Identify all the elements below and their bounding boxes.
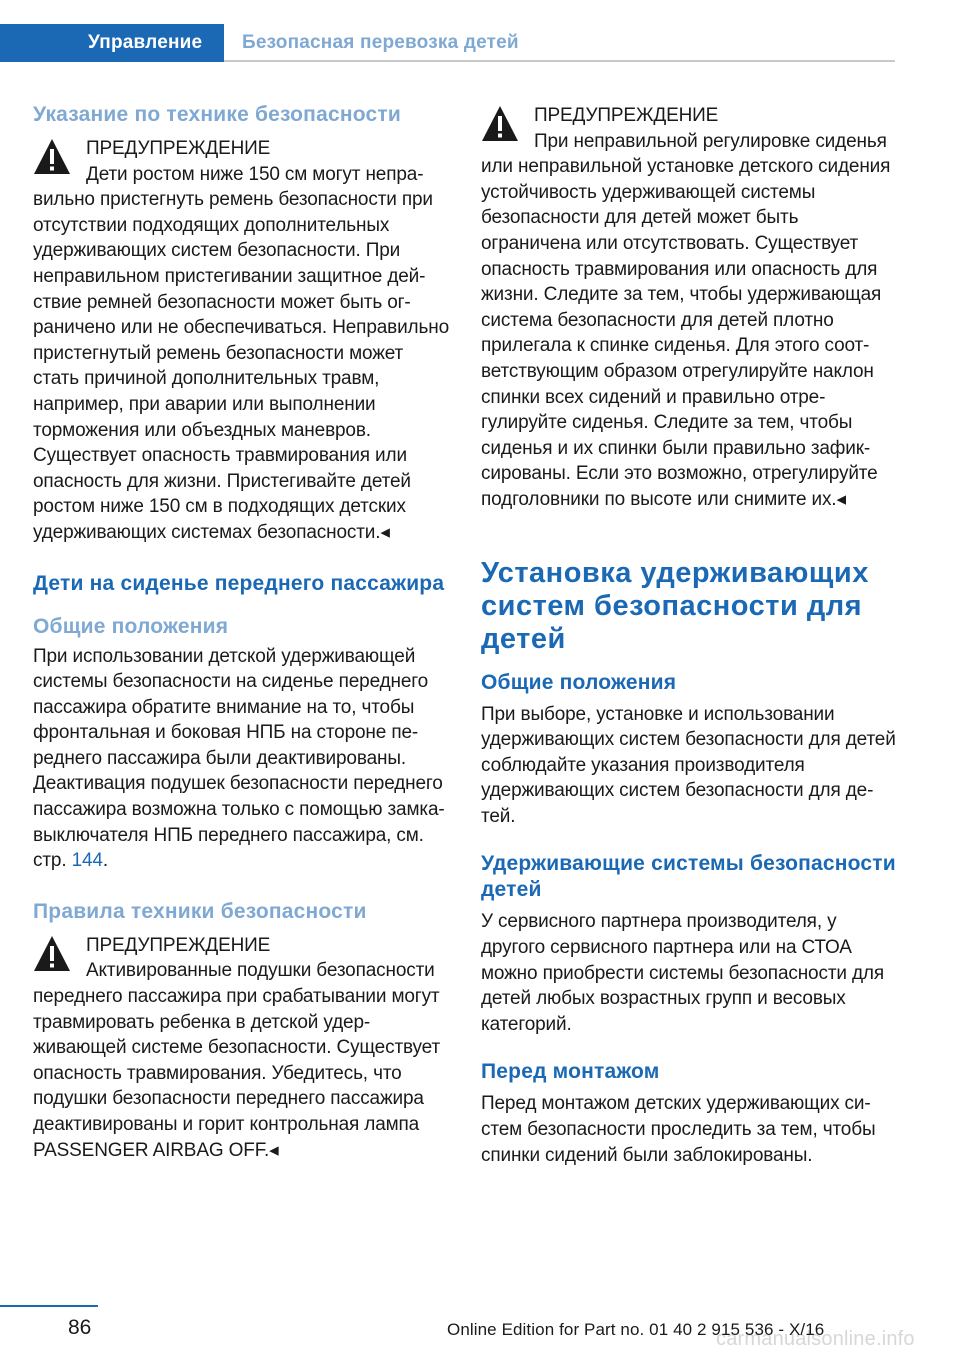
warning-text: Дети ростом ниже 150 см могут неправильно пристегнуть ремень безопасности при отсутствии подходящих дополнительных удерживающих систем безопасности. При неправильном пристегивании защитное действие ремней безопасности может быть ограничено или не обеспечиваться. Неправильно пристегнутый ремень безопасности может стать причиной дополнительных травм, например, при аварии или выполнении торможения или объездных маневров. Существует опасность травмирования или опасность для жизни. Пристегивайте детей ростом ниже 150 см в подходящих детских удерживающих системах безопасности.◂ xyxy=(33,163,450,543)
warning-block xyxy=(33,933,451,1163)
warning-triangle-icon xyxy=(33,935,71,973)
warning-label: ПРЕДУПРЕЖДЕНИЕ xyxy=(534,105,719,126)
warning-triangle-icon xyxy=(33,138,71,176)
before-installation-text: Перед монтажом детских удерживающих систем безопасности проследить за тем, чтобы спинки сидений были заблокированы. xyxy=(481,1093,876,1166)
warning-block xyxy=(33,136,451,546)
child-restraint-text: У сервисного партнера производителя, у другого сервисного партнера или на СТОА можно приобрести системы безопасности для детей любых возрастных групп и весовых категорий. xyxy=(481,911,884,1035)
edition-info: Online Edition for Part no. 01 40 2 915 536 - X/16 xyxy=(447,1320,825,1339)
warning-label: ПРЕДУПРЕЖДЕНИЕ xyxy=(86,934,271,956)
general-provisions-heading: Общие положения xyxy=(481,670,677,694)
safety-rules-heading: Правила техники безопасности xyxy=(33,899,367,923)
warning-label: ПРЕДУПРЕЖДЕНИЕ xyxy=(86,138,271,159)
watermark: carmanualsonline.info xyxy=(716,1328,915,1350)
warning-triangle-icon xyxy=(481,105,519,143)
page-link[interactable]: 144 xyxy=(71,850,103,872)
page-number: 86 xyxy=(68,1316,92,1339)
header-rule xyxy=(224,60,895,62)
before-installation-heading: Перед монтажом xyxy=(481,1060,660,1084)
chapter-header xyxy=(0,24,895,62)
warning-text: Активированные подушки безопасности переднего пассажира при срабатывании могут травмировать ребенка в детской удерживающей системе безопасности. Существует опасность травмирования. Убедитесь, что подушки безопасности переднего пассажира деактивированы и горит контрольная лампа PASSENGER AIRBAG OFF.◂ xyxy=(33,960,441,1161)
left-column xyxy=(33,100,451,1163)
front-passenger-text: При использовании детской удерживающей системы безопасности на сиденье переднего пассажира обратите внимание на то, чтобы фронтальная и боковая НПБ на стороне переднего пассажира были деактивированы. Деактивация подушек безопасности переднего пассажира возможна только с помощью замка-выключателя НПБ переднего пассажира, см. стр. 144. xyxy=(33,645,445,872)
general-provisions-text: При выборе, установке и использовании удерживающих систем безопасности для детей соблюдайте указания производителя удерживающих систем безопасности для детей. xyxy=(481,703,896,827)
child-restraint-heading: Удерживающие системы безопасности детей xyxy=(481,852,896,902)
installation-heading: Установка удерживающих систем безопасности для детей xyxy=(481,556,869,655)
warning-block xyxy=(481,103,899,513)
footer-rule xyxy=(0,1305,98,1307)
front-passenger-heading: Дети на сиденье переднего пассажира xyxy=(33,571,445,595)
warning-text: При неправильной регулировке сиденья или неправильной установке детского сидения устойчивость удерживающей системы безопасности для детей может быть ограничена или отсутствовать. Существует опасность травмирования или опасность для жизни. Следите за тем, чтобы удерживающая система безопасности для детей плотно прилегала к спинке сиденья. Для этого соответствующим образом отрегулируйте наклон спинки всех сидений и правильно отрегулируйте сиденья. Следите за тем, чтобы сиденья и их спинки были правильно зафиксированы. Если это возможно, отрегулируйте подголовники по высоте или снимите их.◂ xyxy=(481,130,891,510)
chapter-tab-active[interactable] xyxy=(0,24,224,62)
section-tab[interactable]: Безопасная перевозка детей xyxy=(242,32,519,53)
right-column xyxy=(481,100,899,1168)
general-provisions-heading: Общие положения xyxy=(33,614,229,638)
chapter-tab-active-label: Управление xyxy=(88,32,203,53)
safety-note-heading: Указание по технике безопасности xyxy=(33,103,401,126)
